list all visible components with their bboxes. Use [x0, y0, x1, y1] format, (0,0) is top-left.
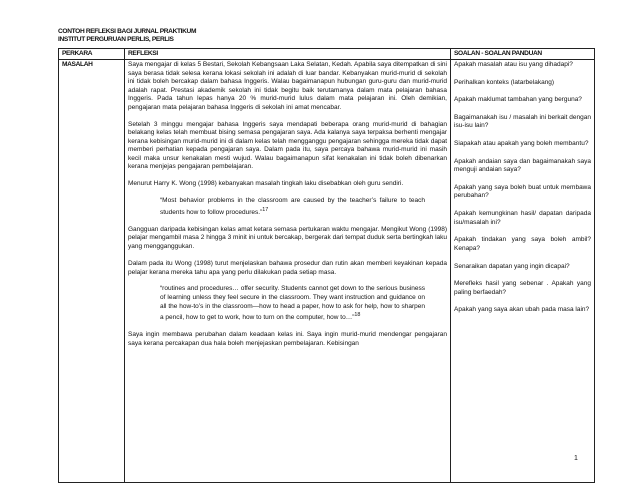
reflection-paragraph: Saya ingin membawa perubahan dalam keadaan kelas ini. Saya ingin murid-murid mendengar pengajaran saya kerana percakapan dua hala boleh menjejaskan pembelajaran. Kebisingan	[128, 331, 447, 347]
guiding-question: Apakah masalah atau isu yang dihadapi?	[454, 61, 573, 68]
reflection-paragraph: Menurut Harry K. Wong (1998) kebanyakan masalah tingkah laku disebabkan oleh guru sendiri.	[128, 180, 404, 188]
guiding-question: Apakah andaian saya dan bagaimanakah saya menguji andaian saya?	[454, 157, 591, 174]
reflection-paragraph: Dalam pada itu Wong (1998) turut menjelaskan bahawa prosedur dan rutin akan memberi keyakinan kepada pelajar kerana mereka tahu apa yang perlu dilakukan pada setiap masa.	[128, 259, 447, 276]
guiding-question: Merefleks hasil yang sebenar . Apakah yang paling berfaedah?	[454, 280, 591, 296]
footnote-mark: 17	[262, 206, 269, 213]
reflection-paragraph: Saya mengajar di kelas 5 Bestari, Sekolah Kebangsaan Laka Selatan, Kedah. Apabila saya ditempatkan di sini saya berasa tidak selesa kerana lokasi sekolah ini adalah di luar bandar. Kebanyakan murid-murid di sekolah ini tidak boleh bercakap dalam bahasa Inggeris. Walau bagaimanapun hubungan guru-guru dan murid-murid adalah rapat. Prestasi akademik sekolah ini tidak begitu baik terutamanya dalam mata pelajaran bahasa Inggeris. Pada tahun lepas hanya 20 % murid-murid lulus dalam mata pelajaran ini. Oleh demikian, pengajaran mata pelajaran bahasa Inggeris di sekolah ini amat mencabar.	[128, 61, 447, 111]
row-label-masalah: MASALAH	[59, 60, 125, 483]
column-header-perkara: PERKARA	[59, 49, 125, 60]
reflection-paragraph: Gangguan daripada kebisingan kelas amat ketara semasa pertukaran waktu mengajar. Mengikut Wong (1998) pelajar mengambil masa 2 hingga 3 minit ini untuk bercakap, bergerak dari tempat duduk serta bertingkah laku yang mengganggukan.	[128, 225, 447, 251]
footnote-mark: 18	[354, 312, 361, 319]
guiding-question: Bagaimanakah isu / masalah ini berkait dengan isu-isu lain?	[454, 113, 591, 130]
guiding-question: Siapakah atau apakah yang boleh membantu?	[454, 140, 589, 148]
guiding-questions-cell	[451, 60, 595, 483]
quote-text: “routines and procedures… offer security. Students cannot get down to the serious business of learning unless they feel secure in the classroom. They want instruction and guidance on all the how-to’s in the classroom—how to head a paper, how to ask for help, how to sharpen a pencil, how to get to work, how to turn on the computer, how to…”	[160, 285, 425, 322]
table-header-row	[59, 49, 595, 60]
quote-text: “Most behavior problems in the classroom are caused by the teacher’s failure to teach students how to follow procedures.”	[160, 197, 425, 216]
reflection-paragraph: Setelah 3 minggu mengajar bahasa Inggeris saya mendapati beberapa orang murid-murid di bahagian belakang kelas telah membuat bising semasa pengajaran saya. Ada kalanya saya terpaksa berhenti mengajar kerana kebisingan murid-murid ini di dalam kelas telah mengganggu pengajaran sehingga mereka tidak dapat memberi perhatian kepada pengajaran saya. Dalam pada itu, saya percaya bahawa murid-murid ini masih kecil maka unsur kenakalan mesti wujud. Walau bagaimanapun sifat kenakalan ini tidak boleh dibenarkan kerana menjejas pengajaran pembelajaran.	[128, 120, 447, 171]
guiding-question: Apakah yang saya boleh buat untuk membawa perubahan?	[454, 183, 591, 200]
reflection-cell	[125, 60, 451, 483]
guiding-question: Perihalkan konteks (latarbelakang)	[454, 78, 555, 86]
document-title: CONTOH REFLEKSI BAGI JURNAL PRAKTIKUM	[58, 28, 197, 35]
block-quote	[160, 285, 425, 322]
page-number: 1	[574, 455, 578, 462]
column-header-soalan: SOALAN - SOALAN PANDUAN	[451, 49, 595, 60]
institution-name: INSTITUT PERGURUAN PERLIS, PERLIS	[58, 36, 174, 44]
reflection-table	[58, 48, 595, 483]
document-header	[58, 28, 598, 44]
guiding-question: Senaraikan dapatan yang ingin dicapai?	[454, 262, 570, 270]
column-header-refleksi: REFLEKSI	[125, 49, 451, 60]
guiding-question: Apakah yang saya akan ubah pada masa lain?	[454, 306, 590, 314]
guiding-question: Apakah tindakan yang saya boleh ambil? Kenapa?	[454, 236, 591, 252]
guiding-question: Apakah kemungkinan hasil/ dapatan daripada isu/masalah ini?	[454, 210, 591, 226]
block-quote	[160, 197, 425, 217]
table-row	[59, 60, 595, 483]
guiding-question: Apakah maklumat tambahan yang berguna?	[454, 96, 582, 104]
